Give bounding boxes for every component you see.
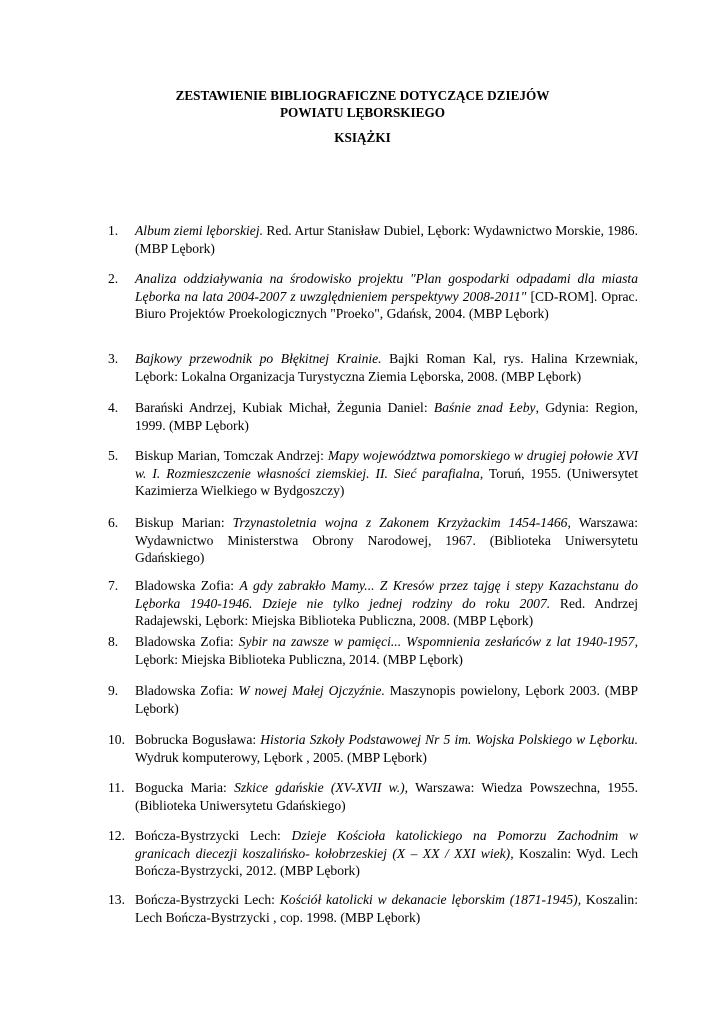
- entry-text: [135, 270, 638, 323]
- entry-text-part: , Gdynia: Region, 1999. (MBP Lębork): [135, 400, 638, 433]
- entry-text-part: Barański Andrzej, Kubiak Michał, Żegunia Daniel:: [135, 400, 434, 415]
- entry-number: 12.: [108, 828, 125, 843]
- entry-text-part: Lębork: Miejska Biblioteka Publiczna, 2014. (MBP Lębork): [135, 651, 463, 667]
- entry-text: [135, 222, 638, 257]
- entry-text-part: Koszalin: Wyd. Lech Bończa-Bystrzycki, 2012. (MBP Lębork): [135, 845, 638, 878]
- entry-text-part: Bajki Roman Kal, rys. Halina Krzewniak, Lębork: Lokalna Organizacja Turystyczna Ziemia Lęborska, 2008. (MBP Lębork): [135, 351, 638, 384]
- bibliography-entry: [108, 731, 638, 766]
- entry-title-italic: W nowej Małej Ojczyźnie.: [238, 683, 385, 698]
- entry-text-part: Wydruk komputerowy, Lębork , 2005. (MBP Lębork): [135, 749, 427, 765]
- entry-number: 10.: [108, 732, 125, 747]
- entry-number: 11.: [108, 780, 125, 795]
- entry-number: 9.: [108, 683, 119, 698]
- entry-text-part: Bończa-Bystrzycki Lech:: [135, 892, 280, 907]
- entry-text: [135, 827, 638, 880]
- entry-title-italic: Analiza oddziaływania na środowisko projektu "Plan gospodarki odpadami dla miasta Lęborka na lata 2004-2007 z uwzględnieniem perspektywy 2008-2011": [135, 271, 638, 304]
- entry-title-italic: Dzieje Kościoła katolickiego na Pomorzu Zachodnim w granicach diecezji koszalińsko- kołobrzeskiej (X – XX / XXI wiek),: [135, 828, 638, 861]
- entry-text: [135, 731, 638, 766]
- entry-number: 7.: [108, 578, 119, 593]
- entry-title-italic: Mapy województwa pomorskiego w drugiej połowie XVI w. I. Rozmieszczenie własności ziemskiej. II. Sieć parafialna: [135, 448, 638, 481]
- entry-text-part: Warszawa: Wiedza Powszechna, 1955. (Biblioteka Uniwersytetu Gdańskiego): [135, 780, 638, 813]
- entry-text-part: Red. Andrzej Radajewski, Lębork: Miejska Biblioteka Publiczna, 2008. (MBP Lębork): [135, 595, 639, 628]
- entry-text-part: Biskup Marian:: [135, 515, 233, 530]
- entry-text: [135, 447, 638, 500]
- entry-title-italic: Baśnie znad Łeby: [433, 400, 536, 415]
- entry-text-part: Red. Artur Stanisław Dubiel, Lębork: Wydawnictwo Morskie, 1986. (MBP Lębork): [135, 223, 638, 256]
- entry-number: 2.: [108, 271, 119, 286]
- entry-title-italic: Album ziemi lęborskiej.: [135, 223, 263, 238]
- entry-text-part: , Toruń, 1955. (Uniwersytet Kazimierza Wielkiego w Bydgoszczy): [135, 465, 638, 498]
- entry-title-italic: Szkice gdańskie (XV-XVII w.),: [234, 780, 409, 795]
- entry-number: 5.: [108, 448, 119, 463]
- entry-number: 3.: [108, 351, 119, 366]
- entry-text-part: Bladowska Zofia:: [135, 578, 240, 593]
- entry-text: [135, 577, 638, 630]
- bibliography-entry: [108, 350, 638, 385]
- entry-title-italic: Bajkowy przewodnik po Błękitnej Krainie.: [135, 351, 382, 366]
- entry-text-part: Bladowska Zofia:: [135, 683, 239, 698]
- entry-title-italic: Sybir na zawsze w pamięci... Wspomnienia zesłańców z lat 1940-1957,: [238, 634, 639, 649]
- entry-text: [135, 891, 638, 926]
- entry-title-italic: Historia Szkoły Podstawowej Nr 5 im. Wojska Polskiego w Lęborku.: [260, 732, 638, 747]
- bibliography-entry: [108, 399, 638, 434]
- bibliography-entry: [108, 577, 638, 630]
- bibliography-entry: [108, 682, 638, 717]
- document-title-line-1: ZESTAWIENIE BIBLIOGRAFICZNE DOTYCZĄCE DZIEJÓW: [175, 88, 550, 103]
- entry-title-italic: A gdy zabrakło Mamy... Z Kresów przez tajgę i stepy Kazachstanu do Lęborka 1940-1946. Dzieje nie tylko jednej rodziny do roku 2007.: [135, 578, 638, 611]
- entry-title-italic: Trzynastoletnia wojna z Zakonem Krzyżackim 1454-1466,: [232, 515, 571, 530]
- entry-number: 1.: [108, 223, 119, 238]
- entry-text: [135, 399, 638, 434]
- entry-text: [135, 779, 638, 814]
- bibliography-entry: [108, 270, 638, 323]
- document-title-line-2: POWIATU LĘBORSKIEGO: [280, 105, 445, 120]
- entry-text-part: Koszalin: Lech Bończa-Bystrzycki , cop. 1998. (MBP Lębork): [135, 892, 638, 925]
- entry-number: 6.: [108, 515, 119, 530]
- bibliography-entry: [108, 633, 638, 668]
- bibliography-entry: [108, 891, 638, 926]
- entry-text-part: [CD-ROM]. Oprac. Biuro Projektów Proekologicznych "Proeko", Gdańsk, 2004. (MBP Lębork): [135, 288, 638, 321]
- entry-text: [135, 514, 638, 567]
- entry-text-part: Warszawa: Wydawnictwo Ministerstwa Obrony Narodowej, 1967. (Biblioteka Uniwersytetu Gdańskiego): [135, 515, 638, 565]
- entry-number: 8.: [108, 634, 119, 649]
- entry-text: [135, 633, 638, 668]
- bibliography-entry: [108, 222, 638, 257]
- entry-text-part: Bobrucka Bogusława:: [135, 732, 261, 747]
- bibliography-entry: [108, 827, 638, 880]
- entry-text-part: Bończa-Bystrzycki Lech:: [135, 828, 292, 843]
- entry-number: 13.: [108, 892, 125, 907]
- entry-text: [135, 350, 638, 385]
- entry-number: 4.: [108, 400, 119, 415]
- entry-text-part: Bogucka Maria:: [135, 780, 235, 795]
- entry-text-part: Maszynopis powielony, Lębork 2003. (MBP Lębork): [135, 683, 639, 716]
- entry-text: [135, 682, 638, 717]
- entry-text-part: Bladowska Zofia:: [135, 634, 239, 649]
- entry-text-part: Biskup Marian, Tomczak Andrzej:: [135, 448, 328, 463]
- bibliography-entry: [108, 447, 638, 500]
- bibliography-entry: [108, 514, 638, 567]
- entry-title-italic: Kościół katolicki w dekanacie lęborskim (1871-1945),: [279, 892, 582, 907]
- bibliography-entry: [108, 779, 638, 814]
- section-heading: KSIĄŻKI: [334, 130, 391, 145]
